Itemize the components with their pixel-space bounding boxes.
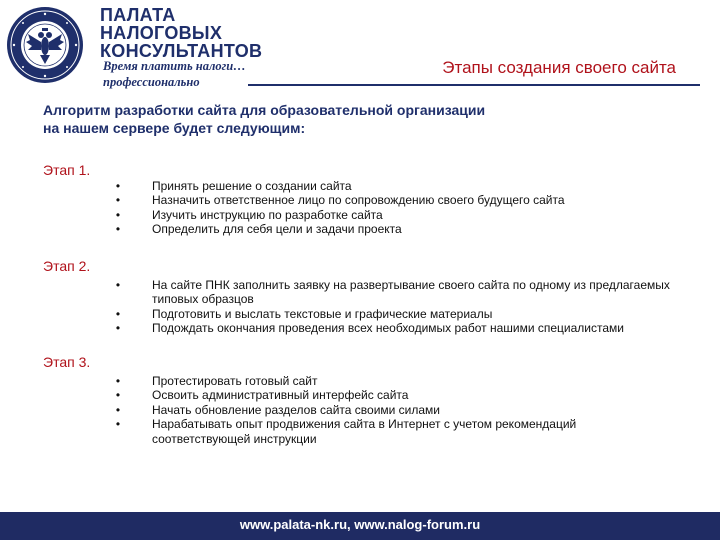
bullet-icon: • [115, 374, 121, 388]
slide-title: Этапы создания своего сайта [442, 58, 676, 77]
organization-name [100, 6, 262, 60]
stage-2-list [112, 278, 672, 336]
list-item [112, 417, 672, 446]
stage-1-list [112, 179, 672, 237]
list-item-text: Начать обновление разделов сайта своими силами [152, 402, 441, 417]
bullet-icon: • [115, 222, 121, 237]
header-divider [248, 84, 700, 86]
bullet-icon: • [115, 306, 121, 321]
stage-3-list [112, 374, 672, 446]
bullet-icon: • [115, 402, 121, 417]
bullet-icon: • [115, 207, 121, 222]
organization-name-line: НАЛОГОВЫХ [100, 23, 223, 43]
list-item [112, 374, 672, 388]
list-item-text: Подождать окончания проведения всех необходимых работ нашими специалистами [152, 321, 624, 336]
list-item-text: Протестировать готовый сайт [152, 374, 318, 388]
organization-name-line: ПАЛАТА [100, 5, 176, 25]
list-item-text: Определить для себя цели и задачи проекта [152, 222, 402, 237]
intro-line: на нашем сервере будет следующим: [43, 120, 306, 136]
organization-name-line: КОНСУЛЬТАНТОВ [100, 41, 263, 61]
slogan [103, 58, 246, 90]
footer-bar [0, 512, 720, 540]
header [0, 0, 720, 90]
list-item [112, 403, 672, 417]
intro-text [43, 101, 485, 137]
list-item [112, 208, 672, 222]
list-item-text: Освоить административный интерфейс сайта [152, 388, 409, 403]
stage-1-label: Этап 1. [43, 162, 91, 178]
footer-links[interactable]: www.palata-nk.ru, www.nalog-forum.ru [239, 517, 481, 532]
list-item [112, 179, 672, 193]
bullet-icon: • [115, 179, 121, 193]
list-item-text: Нарабатывать опыт продвижения сайта в Интернет с учетом рекомендаций соответствующей инструкции [152, 417, 577, 446]
list-item [112, 193, 672, 207]
list-item-text: Подготовить и выслать текстовые и графические материалы [152, 306, 493, 321]
bullet-icon: • [115, 193, 121, 208]
bullet-icon: • [115, 388, 121, 403]
bullet-icon: • [115, 321, 121, 336]
bullet-icon: • [115, 278, 121, 292]
list-item-text: Принять решение о создании сайта [152, 179, 352, 193]
list-item [112, 307, 672, 321]
intro-line: Алгоритм разработки сайта для образовательной организации [43, 102, 486, 118]
bullet-icon: • [115, 417, 121, 432]
list-item-text: На сайте ПНК заполнить заявку на развертывание своего сайта по одному из предлагаемых типовых образцов [152, 278, 670, 307]
list-item-text: Изучить инструкцию по разработке сайта [152, 207, 383, 222]
stage-2-label: Этап 2. [43, 258, 91, 274]
slogan-line: Время платить налоги… [103, 59, 246, 73]
list-item [112, 388, 672, 402]
list-item [112, 321, 672, 335]
list-item-text: Назначить ответственное лицо по сопровождению своего будущего сайта [152, 193, 565, 208]
slogan-line: профессионально [103, 75, 200, 89]
tax-consultants-seal-icon [6, 6, 84, 84]
list-item [112, 278, 672, 307]
stage-3-label: Этап 3. [43, 354, 91, 370]
list-item [112, 222, 672, 236]
